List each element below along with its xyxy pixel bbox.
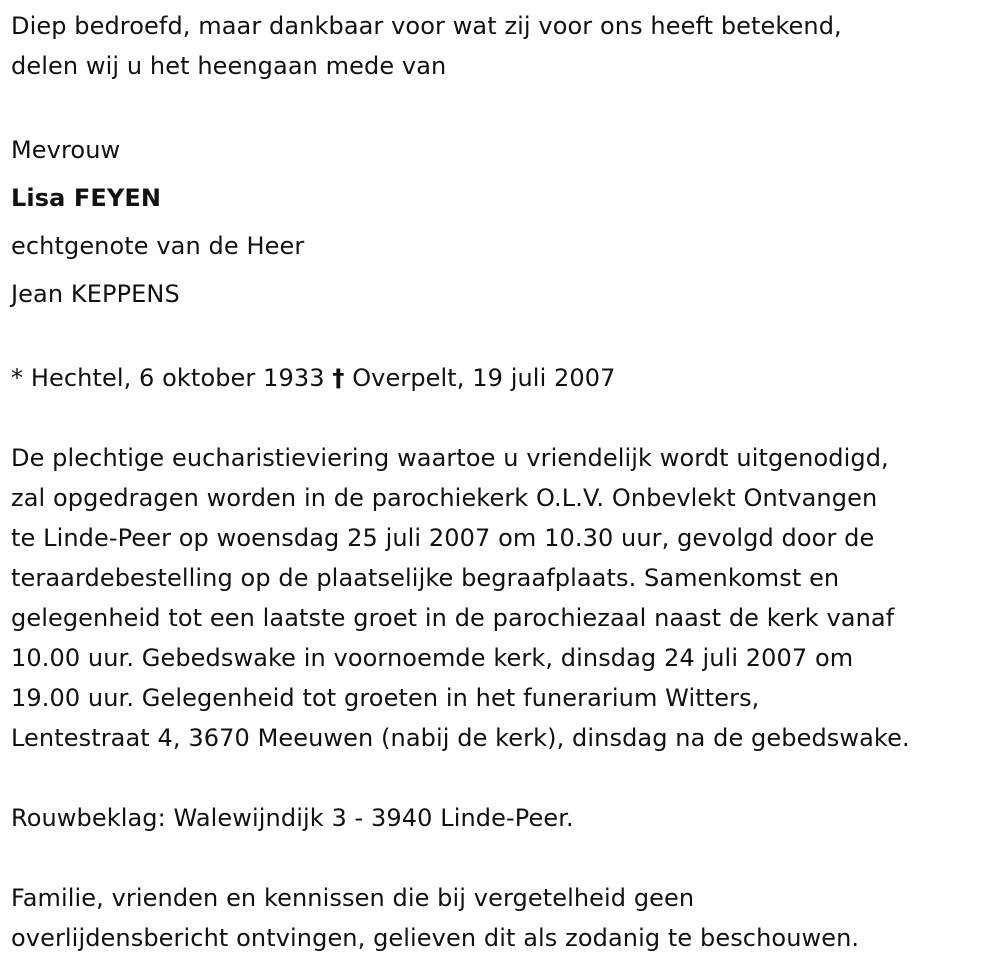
ceremony-section (11, 438, 1000, 758)
closing-section (11, 878, 1000, 958)
ceremony-line: Lentestraat 4, 3670 Meeuwen (nabij de kerk), dinsdag na de gebedswake. (11, 724, 910, 752)
deceased-name: Lisa FEYEN (11, 184, 162, 212)
intro-line-2: delen wij u het heengaan mede van (11, 52, 447, 80)
intro-line-1: Diep bedroefd, maar dankbaar voor wat zij voor ons heeft betekend, (11, 12, 842, 40)
ceremony-line: gelegenheid tot een laatste groet in de parochiezaal naast de kerk vanaf (11, 604, 895, 632)
life-dates (11, 358, 1000, 398)
spouse-name: Jean KEPPENS (11, 280, 180, 308)
spouse-relation: echtgenote van de Heer (11, 232, 305, 260)
closing-line-2: overlijdensbericht ontvingen, gelieven dit als zodanig te beschouwen. (11, 924, 860, 952)
ceremony-line: te Linde-Peer op woensdag 25 juli 2007 om 10.30 uur, gevolgd door de (11, 524, 875, 552)
person-section (11, 126, 1000, 318)
ceremony-line: teraardebestelling op de plaatselijke begraafplaats. Samenkomst en (11, 564, 840, 592)
condolence-address: Rouwbeklag: Walewijndijk 3 - 3940 Linde-Peer. (11, 804, 574, 832)
closing-line-1: Familie, vrienden en kennissen die bij vergetelheid geen (11, 884, 695, 912)
cross-icon: † (332, 364, 345, 392)
intro-section (11, 6, 1000, 86)
ceremony-line: 19.00 uur. Gelegenheid tot groeten in het funerarium Witters, (11, 684, 760, 712)
death-date: Overpelt, 19 juli 2007 (352, 364, 616, 392)
ceremony-line: 10.00 uur. Gebedswake in voornoemde kerk, dinsdag 24 juli 2007 om (11, 644, 854, 672)
ceremony-line: De plechtige eucharistieviering waartoe u vriendelijk wordt uitgenodigd, (11, 444, 889, 472)
ceremony-line: zal opgedragen worden in de parochiekerk O.L.V. Onbevlekt Ontvangen (11, 484, 878, 512)
birth-date: * Hechtel, 6 oktober 1933 (11, 364, 325, 392)
person-title: Mevrouw (11, 136, 121, 164)
